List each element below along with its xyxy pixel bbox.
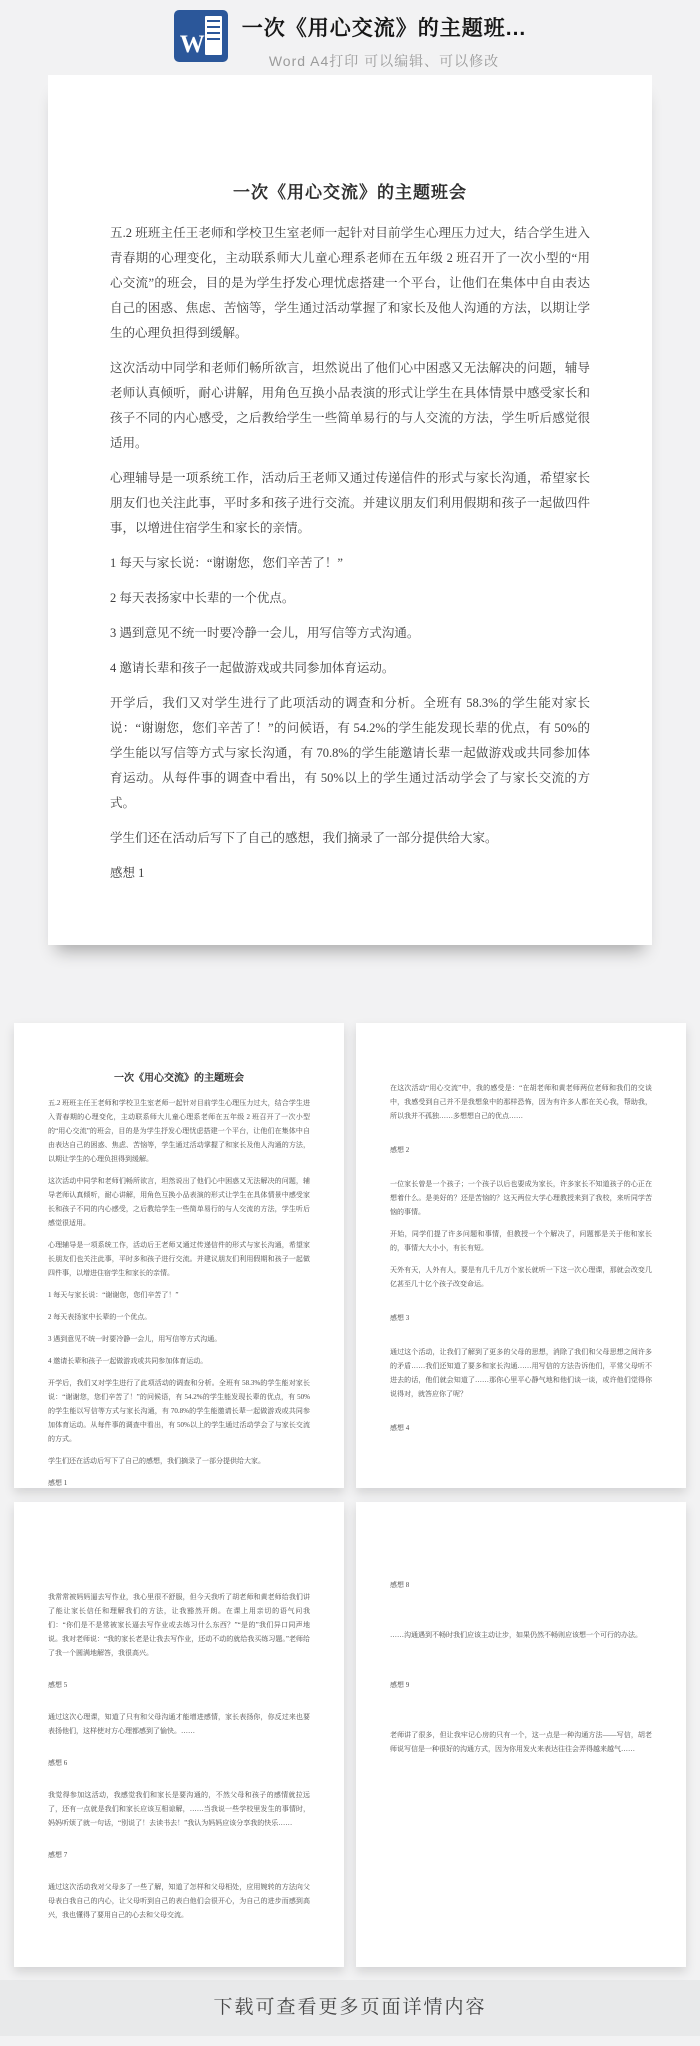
- header-text: [242, 10, 527, 71]
- thought-label: 感想 1: [48, 1479, 68, 1487]
- download-hint-bar: [0, 1980, 700, 2036]
- page-4-thumbnail[interactable]: [356, 1502, 686, 1967]
- doc-list-item: 1 每天与家长说：“谢谢您，您们辛苦了！”: [110, 556, 343, 570]
- header: [0, 0, 700, 75]
- thought-label: 感想 5: [48, 1681, 68, 1689]
- doc-list-item: 4 邀请长辈和孩子一起做游戏或共同参加体育运动。: [48, 1357, 208, 1365]
- document-header-subtitle: Word A4打印 可以编辑、可以修改: [268, 53, 500, 69]
- doc-paragraph: 老师讲了很多，但让我牢记心房的只有一个，这一点是一种沟通方法——写信，胡老师说写信是一种很好的沟通方式，因为你用发火来表达往往会弄得越来越气……: [390, 1731, 652, 1753]
- thought-label: 感想 3: [390, 1314, 410, 1322]
- doc-paragraph: 天外有天，人外有人，要是有几千几万个家长就听一下这一次心理课，那就会改变几亿甚至几十亿个孩子改变命运。: [390, 1266, 652, 1288]
- doc-paragraph: 心理辅导是一项系统工作，活动后王老师又通过传递信件的形式与家长沟通，希望家长朋友们也关注此事，平时多和孩子进行交流。并建议朋友们利用假期和孩子一起做四件事，以增进住宿学生和家长的亲情。: [48, 1241, 310, 1277]
- page-1-large-preview[interactable]: [48, 75, 652, 945]
- doc-paragraph: 心理辅导是一项系统工作，活动后王老师又通过传递信件的形式与家长沟通，希望家长朋友们也关注此事，平时多和孩子进行交流。并建议朋友们利用假期和孩子一起做四件事，以增进住宿学生和家长的亲情。: [110, 471, 590, 535]
- doc-paragraph: 开始，同学们提了许多问题和事情，但教授一个个解决了，问题都是关于他和家长的，事情大大小小，有长有短。: [390, 1230, 652, 1252]
- doc-list-item: 3 遇到意见不统一时要冷静一会儿，用写信等方式沟通。: [48, 1335, 222, 1343]
- doc-paragraph: 我觉得参加这活动，我感觉我们和家长是要沟通的，不然父母和孩子的感情就拉远了，还有一点就是我们和家长应该互相谅解，……当我说一些学校里发生的事情时，妈妈听烦了就一句话，“别说了！去读书去！”我认为妈妈应该分享我的快乐……: [48, 1791, 310, 1827]
- word-icon-sheet: [205, 16, 222, 55]
- page-thumbnails-grid: [0, 1023, 700, 1967]
- doc-list-item: 4 邀请长辈和孩子一起做游戏或共同参加体育运动。: [110, 661, 395, 675]
- thought-label: 感想 9: [390, 1681, 410, 1689]
- page-2-thumbnail[interactable]: [356, 1023, 686, 1488]
- doc-paragraph: 在这次活动“用心交流”中，我的感受是：“在胡老师和黄老师两位老师和我们的交谈中，我感受到自己并不是我想象中的那样恐怖，因为有许多人都在关心我，帮助我，所以我并不孤独……多想想自己的优点……: [390, 1084, 652, 1120]
- doc-paragraph: 学生们还在活动后写下了自己的感想，我们摘录了一部分提供给大家。: [110, 831, 498, 845]
- doc-paragraph: 这次活动中同学和老师们畅所欲言，坦然说出了他们心中困惑又无法解决的问题，辅导老师认真倾听，耐心讲解，用角色互换小品表演的形式让学生在具体情景中感受家长和孩子不同的内心感受，之后教给学生一些简单易行的与人交流的方法，学生听后感觉很适用。: [110, 361, 590, 450]
- document-title-small: 一次《用心交流》的主题班会: [114, 1073, 244, 1084]
- doc-paragraph: 通过这次活动我对父母多了一些了解，知道了怎样和父母相处，应用婉转的方法向父母表白我自己的内心，让父母听到自己的表白他们会很开心，为自己的进步而感到高兴，我也懂得了要用自己的心去和父母交流。: [48, 1883, 310, 1919]
- thought-label: 感想 1: [110, 866, 145, 880]
- doc-paragraph: 五.2 班班主任王老师和学校卫生室老师一起针对目前学生心理压力过大，结合学生进入青春期的心理变化，主动联系师大儿童心理系老师在五年级 2 班召开了一次小型的“用心交流”的班会，目的是为学生抒发心理忧虑搭建一个平台，让他们在集体中自由表达自己的困惑、焦虑、苦恼等，学生通过活动掌握了和家长及他人沟通的方法，以期让学生的心理负担得到缓解。: [110, 226, 590, 340]
- doc-paragraph: 这次活动中同学和老师们畅所欲言，坦然说出了他们心中困惑又无法解决的问题，辅导老师认真倾听，耐心讲解，用角色互换小品表演的形式让学生在具体情景中感受家长和孩子不同的内心感受，之后教给学生一些简单易行的与人交流的方法，学生听后感觉很适用。: [48, 1177, 310, 1227]
- page-3-thumbnail[interactable]: [14, 1502, 344, 1967]
- word-icon-letter: W: [179, 31, 205, 58]
- word-file-icon: [174, 10, 228, 62]
- doc-paragraph: 我常常被妈妈逼去写作业，我心里很不舒服，但今天我听了胡老师和黄老师给我们讲了能让家长信任和理解我们的方法，让我豁然开朗。在课上用亲切的语气问我们：“你们是不是常被家长逼去写作业或去练习什么东西？”“是的”我们异口同声地说。我对老师说：“我的家长老是让我去写作业，还动不动的就给我买练习题。”老师给了我一个圆满地解答，我很高兴。: [48, 1593, 310, 1657]
- doc-list-item: 2 每天表扬家中长辈的一个优点。: [48, 1313, 152, 1321]
- document-title: 一次《用心交流》的主题班会: [233, 183, 467, 202]
- thought-label: 感想 2: [390, 1146, 410, 1154]
- download-hint-label: 下载可查看更多页面详情内容: [213, 1997, 487, 2018]
- page-1-thumbnail[interactable]: [14, 1023, 344, 1488]
- doc-paragraph: 开学后，我们又对学生进行了此项活动的调查和分析。全班有 58.3%的学生能对家长说：“谢谢您，您们辛苦了！”的问候语，有 54.2%的学生能发现长辈的优点，有 50%的学生能以写信等方式与家长沟通，有 70.8%的学生能邀请长辈一起做游戏或共同参加体育运动。从每件事的调查中看出，有 50%以上的学生通过活动学会了与家长交流的方式。: [110, 696, 590, 810]
- doc-paragraph: 开学后，我们又对学生进行了此项活动的调查和分析。全班有 58.3%的学生能对家长说：“谢谢您，您们辛苦了！”的问候语，有 54.2%的学生能发现长辈的优点，有 50%的学生能以写信等方式与家长沟通，有 70.8%的学生能邀请长辈一起做游戏或共同参加体育运动。从每件事的调查中看出，有 50%以上的学生通过活动学会了与家长交流的方式。: [48, 1379, 310, 1443]
- doc-paragraph: 一位家长曾是一个孩子；一个孩子以后也要成为家长，许多家长不知道孩子的心正在想着什么。是美好的？还是苦恼的？这天两位大学心理教授来到了我校，来听同学苦恼的事情。: [390, 1180, 652, 1216]
- doc-list-item: 3 遇到意见不统一时要冷静一会儿，用写信等方式沟通。: [110, 626, 420, 640]
- doc-list-item: 2 每天表扬家中长辈的一个优点。: [110, 591, 295, 605]
- thought-label: 感想 4: [390, 1424, 410, 1432]
- doc-list-item: 1 每天与家长说：“谢谢您，您们辛苦了！”: [48, 1291, 179, 1299]
- thought-label: 感想 8: [390, 1581, 410, 1589]
- doc-paragraph: 学生们还在活动后写下了自己的感想，我们摘录了一部分提供给大家。: [48, 1457, 265, 1465]
- doc-paragraph: ……沟通遇到不畅时我们应该主动让步，如果仍然不畅则应该想一个可行的办法。: [390, 1631, 642, 1639]
- doc-paragraph: 五.2 班班主任王老师和学校卫生室老师一起针对目前学生心理压力过大，结合学生进入青春期的心理变化，主动联系师大儿童心理系老师在五年级 2 班召开了一次小型的“用心交流”的班会，目的是为学生抒发心理忧虑搭建一个平台，让他们在集体中自由表达自己的困惑、焦虑、苦恼等，学生通过活动掌握了和家长及他人沟通的方法，以期让学生的心理负担得到缓解。: [48, 1099, 310, 1163]
- document-header-title: 一次《用心交流》的主题班...: [241, 17, 527, 40]
- thought-label: 感想 6: [48, 1759, 68, 1767]
- doc-paragraph: 通过这次心理课，知道了只有和父母沟通才能增进感情，家长表扬你，你反过来也要表扬他们，这样使对方心理都感到了愉快。……: [48, 1713, 310, 1735]
- doc-paragraph: 通过这个活动，让我们了解到了更多的父母的思想，消除了我们和父母思想之间许多的矛盾……我们还知道了要多和家长沟通……用写信的方法告诉他们，平常父母听不进去的话，他们就会知道了……那你心里平心静气地和他们谈一谈，或许他们觉得你说得对，就答应你了呢？: [390, 1348, 652, 1398]
- thought-label: 感想 7: [48, 1851, 68, 1859]
